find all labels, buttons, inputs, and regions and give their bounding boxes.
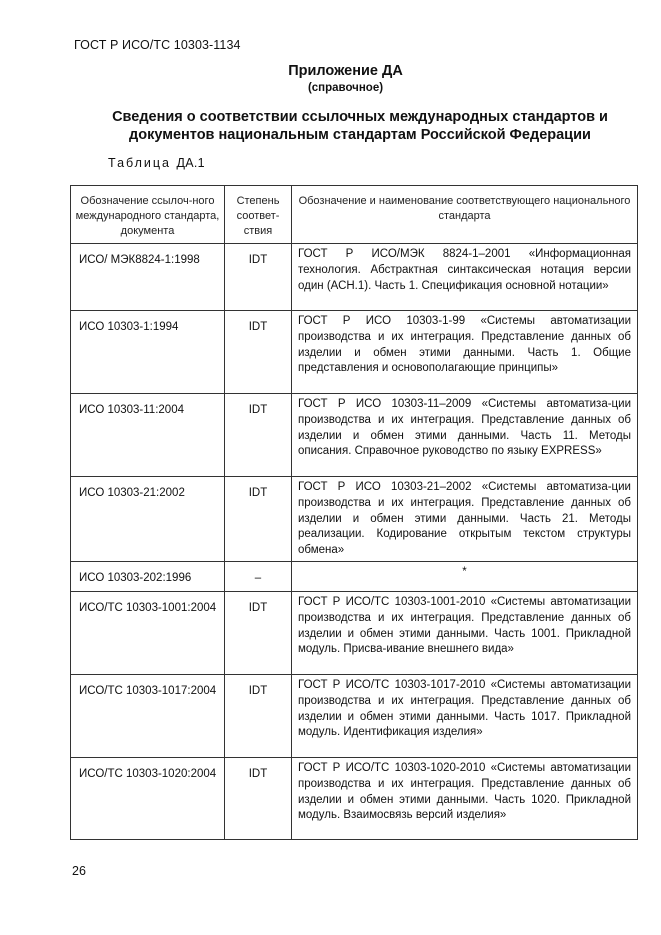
table-row: [71, 757, 638, 839]
appendix-subtitle: (справочное): [307, 82, 384, 94]
cell-degree: IDT: [225, 244, 292, 311]
header-degree-of-correspondence: Степень соответ-ствия: [225, 186, 292, 244]
cell-reference: ИСО 10303-202:1996: [71, 561, 225, 591]
cell-degree: IDT: [225, 757, 292, 839]
cell-national-standard: ГОСТ Р ИСО/ТС 10303-1017-2010 «Системы автоматизации производства и их интеграция. Представление данных об изделии и обмен этими данными. Часть 1017. Прикладной модуль. Идентификация изделия»: [292, 674, 638, 757]
cell-reference: ИСО/ТС 10303-1020:2004: [71, 757, 225, 839]
cell-reference: ИСО/ТС 10303-1001:2004: [71, 591, 225, 674]
cell-reference: ИСО 10303-21:2002: [71, 477, 225, 562]
section-title: [60, 108, 660, 144]
cell-national-standard: ГОСТ Р ИСО 10303-21–2002 «Системы автоматиза-ции производства и их интеграция. Представление данных об изделии и обмен этими данными. Часть 21. Методы реализации. Кодирование открытым текстом структуры обмена»: [292, 477, 638, 562]
cell-national-standard: ГОСТ Р ИСО/ТС 10303-1020-2010 «Системы автоматизации производства и их интеграция. Представление данных об изделии и обмен этими данными. Часть 1020. Прикладной модуль. Взаимосвязь версий изделия»: [292, 757, 638, 839]
table-row: [71, 477, 638, 562]
section-title-line-1: Сведения о соответствии ссылочных международных стандартов и: [112, 109, 608, 125]
header-national-standard: Обозначение и наименование соответствующего национального стандарта: [292, 186, 638, 244]
cell-degree: IDT: [225, 311, 292, 394]
cell-reference: ИСО 10303-1:1994: [71, 311, 225, 394]
cell-national-standard: ГОСТ Р ИСО 10303-1-99 «Системы автоматизации производства и их интеграция. Представление данных об изделии и обмен этими данными. Часть 1. Общие представления и основополагающие принципы»: [292, 311, 638, 394]
cell-degree: –: [225, 561, 292, 591]
cell-reference: ИСО/ МЭК8824-1:1998: [71, 244, 225, 311]
table-row: [71, 394, 638, 477]
table-row: [71, 311, 638, 394]
table-row: [71, 561, 638, 591]
appendix-title: Приложение ДА: [288, 63, 403, 79]
cell-reference: ИСО 10303-11:2004: [71, 394, 225, 477]
table-label-number: ДА.1: [176, 156, 205, 170]
cell-national-standard: ГОСТ Р ИСО/ТС 10303-1001-2010 «Системы автоматизации производства и их интеграция. Представление данных об изделии и обмен этими данными. Часть 1001. Прикладной модуль. Присва-ивание внешнего вида»: [292, 591, 638, 674]
cell-national-standard: ГОСТ Р ИСО/МЭК 8824-1–2001 «Информационная технология. Абстрактная синтаксическая нотация версии один (АСН.1). Часть 1. Спецификация основной нотации»: [292, 244, 638, 311]
table-row: [71, 591, 638, 674]
table-row: [71, 674, 638, 757]
table-label: [108, 156, 205, 170]
section-title-line-2: документов национальным стандартам Российской Федерации: [129, 127, 591, 143]
cell-national-standard: ГОСТ Р ИСО 10303-11–2009 «Системы автоматиза-ции производства и их интеграция. Представление данных об изделии и обмен этими данными. Часть 11. Методы описания. Справочное руководство по языку EXPRESS»: [292, 394, 638, 477]
document-code-header: ГОСТ Р ИСО/ТС 10303-1134: [74, 38, 241, 52]
cell-degree: IDT: [225, 674, 292, 757]
cell-degree: IDT: [225, 477, 292, 562]
cell-reference: ИСО/ТС 10303-1017:2004: [71, 674, 225, 757]
table-label-word: Таблица: [108, 156, 172, 170]
page-number: 26: [72, 864, 86, 878]
table-row: [71, 244, 638, 311]
cell-national-standard: *: [292, 561, 638, 591]
cell-degree: IDT: [225, 394, 292, 477]
cell-degree: IDT: [225, 591, 292, 674]
table-header-row: [71, 186, 638, 244]
correspondence-table: [70, 185, 638, 840]
header-reference-standard: Обозначение ссылоч-ного международного стандарта, документа: [71, 186, 225, 244]
